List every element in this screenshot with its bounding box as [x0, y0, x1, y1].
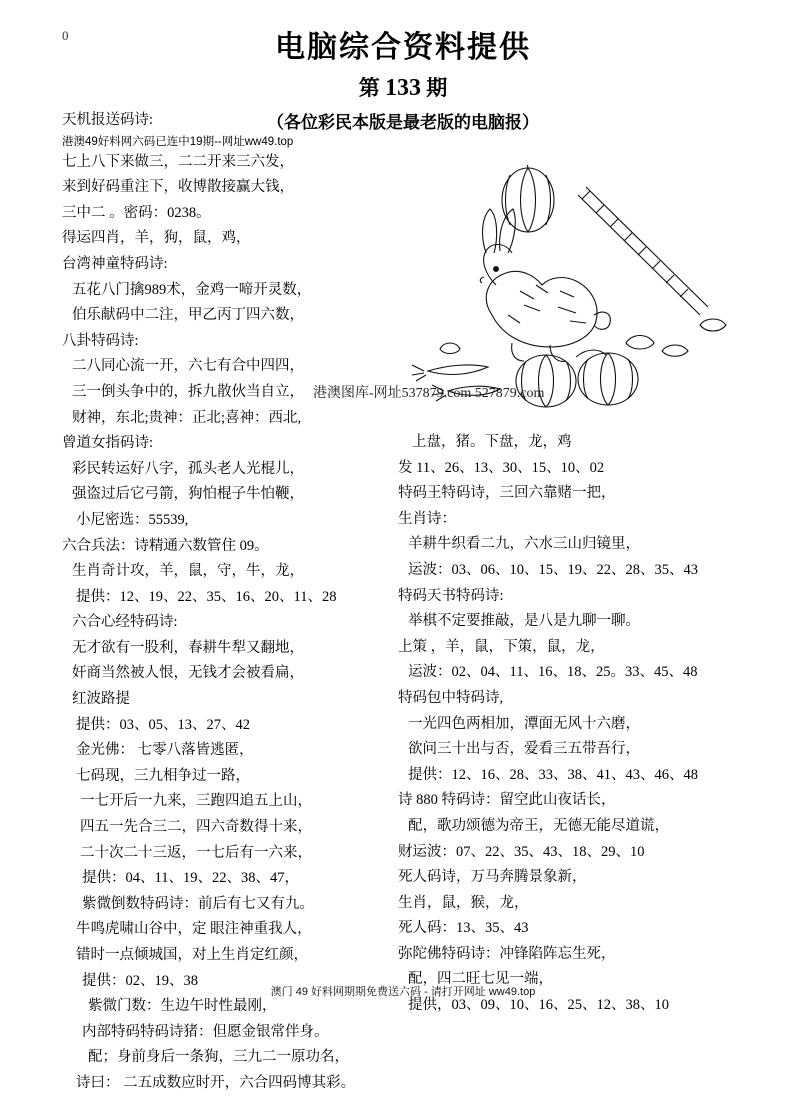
- text-line: 牛鸣虎啸山谷中，定 眼注神重我人，: [76, 921, 312, 938]
- text-line: 紫微门数：生边午时性最刚，: [88, 998, 277, 1015]
- issue-suffix: 期: [426, 76, 448, 100]
- text-line: 无才欲有一股利，春耕牛犁又翻地，: [72, 639, 304, 656]
- text-line: 金光佛： 七零八落皆逃匿，: [76, 742, 254, 759]
- text-line: 举棋不定要推敲，是八是九聊一聊。: [408, 613, 640, 630]
- text-line: 财运波：07、22、35、43、18、29、10: [398, 843, 645, 860]
- text-line: 诗 880 特码诗：留空此山夜话长，: [398, 792, 616, 809]
- text-line: 八卦特码诗:: [62, 332, 139, 349]
- page-title: 电脑综合资料提供: [275, 31, 531, 64]
- text-line: 配，四二旺七见一端，: [408, 971, 553, 988]
- image-watermark: 港澳图库-网址537879.com 527879.com: [313, 386, 545, 401]
- text-line: 奸商当然被人恨，无钱才会被看扁，: [72, 665, 304, 682]
- text-line: 彩民转运好八字，孤头老人光棍儿，: [72, 460, 304, 477]
- page-subtitle: （各位彩民本版是最老版的电脑报）: [267, 113, 539, 132]
- text-line: 财神，东北;贵神：正北;喜神：西北,: [72, 409, 302, 426]
- text-line: 强盗过后它弓箭，狗怕棍子牛怕鞭，: [72, 486, 304, 503]
- text-line: 生肖诗：: [398, 510, 456, 527]
- text-line: 伯乐献码中二注，甲乙丙丁四六数，: [72, 307, 304, 324]
- text-line: 提供：04、11、19、22、38、47，: [82, 870, 299, 887]
- issue-line: [0, 72, 806, 102]
- text-line: 四五一先合三二，四六奇数得十来，: [80, 819, 312, 836]
- text-line: 六合兵法：诗精通六数管住 09。: [62, 537, 269, 554]
- issue-number: 133: [385, 75, 421, 101]
- text-line: 配，歌功颂德为帝王，无德无能尽道谎，: [408, 817, 669, 834]
- text-line: 错时一点倾城国，对上生肖定红颜，: [76, 947, 308, 963]
- text-line: 诗曰： 二五成数应时开，六合四码博其彩。: [76, 1074, 356, 1091]
- text-line: 得运四肖，羊，狗，鼠，鸡，: [62, 230, 251, 247]
- text-line: 特码天书特码诗:: [398, 587, 504, 604]
- text-line: 提供：02、19、38: [82, 972, 198, 989]
- text-line: 特码包中特码诗,: [398, 689, 504, 706]
- text-line: 三一倒头争中的，拆九散伙当自立，: [72, 383, 304, 400]
- text-line: 天机报送码诗:: [62, 112, 154, 128]
- text-line: 特码王特码诗，三回六靠赌一把，: [398, 485, 616, 502]
- page-footer: 澳门 49 好料网期期免费送六码 - 请打开网址 ww49.top: [270, 986, 536, 998]
- illustration-rabbit-watermelon: [400, 165, 760, 410]
- right-text-column: [398, 430, 748, 1019]
- text-line: 七上八下来做三，二二开来三六发，: [62, 153, 294, 170]
- text-line: 生肖奇计攻，羊，鼠，守，牛，龙，: [72, 563, 304, 580]
- text-line: 一七开后一九来，三跑四追五上山，: [80, 793, 312, 810]
- text-line: 二八同心流一开，六七有合中四四，: [72, 358, 304, 375]
- text-line: 五花八门擒989术，金鸡一啼开灵数，: [72, 281, 312, 298]
- text-line: 六合心经特码诗:: [72, 614, 178, 631]
- text-line: 配；身前身后一条狗，三九二一原功名，: [88, 1049, 349, 1066]
- text-line: 台湾神童特码诗:: [62, 255, 168, 272]
- text-line: 死人码：13、35、43: [398, 920, 529, 937]
- issue-prefix: 第: [358, 76, 380, 100]
- text-line: 内部特码特码诗猪：但愿金银常伴身。: [82, 1023, 329, 1040]
- text-line: 发 11、26、13、30、15、10、02: [398, 459, 605, 476]
- text-line: 紫微倒数特码诗：前后有七又有九。: [82, 895, 314, 912]
- text-line: 羊耕牛织看二九，六水三山归镜里，: [408, 536, 640, 553]
- text-line: 欲问三十出与否，爱看三五带吾行，: [408, 741, 640, 758]
- left-text-column: [62, 108, 392, 1097]
- text-line: 运波：02、04、11、16、18、25。33、45、48: [408, 664, 698, 681]
- text-line: 曾道女指码诗:: [62, 435, 154, 452]
- text-line: 来到好码重注下，收博散接赢大钱，: [62, 179, 294, 196]
- text-line: 三中二 。密码：0238。: [62, 204, 211, 221]
- text-line: 港澳49好料网六码已连中19期--网址ww49.top: [62, 135, 294, 148]
- text-line: 二十次二十三返，一七后有一六来，: [80, 844, 312, 861]
- text-line: 红波路提: [72, 691, 130, 708]
- text-line: 生肖，鼠，猴，龙，: [398, 894, 529, 911]
- text-line: 运波：03、06、10、15、19、22、28、35、43: [408, 561, 698, 578]
- text-line: 上盘，猪。下盘，龙，鸡: [412, 434, 572, 450]
- text-line: 提供：03、05、13、27、42: [76, 716, 250, 733]
- text-line: 小尼密选：55539,: [76, 511, 189, 528]
- text-line: 上策 ，羊，鼠，下策，鼠，龙，: [398, 638, 605, 655]
- text-line: 提供：12、16、28、33、38、41、43、46、48: [408, 766, 698, 783]
- text-line: 弥陀佛特码诗：冲锋陷阵忘生死，: [398, 945, 616, 962]
- corner-mark: 0: [62, 28, 69, 43]
- text-line: 七码现，三九相争过一路，: [76, 767, 250, 784]
- text-line: 提供：12、19、22、35、16、20、11、28: [76, 588, 337, 605]
- text-line: 一光四色两相加，潭面无风十六磨，: [408, 715, 640, 732]
- text-line: 提供，03、09、10、16、25、12、38、10: [408, 997, 669, 1014]
- text-line: 死人码诗，万马奔腾景象新，: [398, 869, 587, 886]
